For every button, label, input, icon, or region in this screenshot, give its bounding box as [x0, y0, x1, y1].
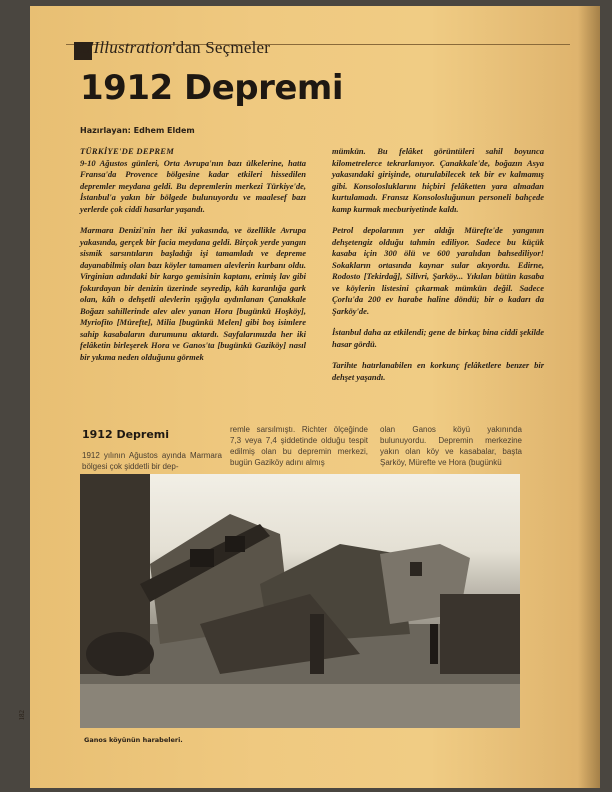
ruins-illustration: [80, 474, 520, 728]
intro-paragraph-1: [80, 146, 306, 215]
intro-paragraph-1-text: 9-10 Ağustos günleri, Orta Avrupa'nın bazı ülkelerine, hatta Fransa'da Provence bölgesine kadar etkileri hissedilen depremler meydana geldi. Bu depremlerin merkezi Türkiye'de, İstanbul'a yakın bir bölgede bulunuyordu ve maalesef bazı yerlerde çok ciddi hasarlar yaşandı.: [80, 157, 306, 214]
earthquake-ruins-photo: [80, 474, 520, 728]
article-column-2-text: remle sarsılmıştı. Richter ölçeğinde 7,3 veya 7,4 şiddetinde olduğu tespit edilmiş olan bu depremin merkezi, bugün Gaziköy adını almış: [230, 425, 368, 467]
intro-column-left: [80, 146, 306, 373]
article-column-3-text: olan Ganos köyü yakınında bulunuyordu. Depremin merkezine yakın olan köy ve kasabalar, başta Şarköy, Mürefte ve Hora (bugünkü: [380, 425, 522, 467]
article-column-3: [380, 424, 522, 468]
intro-column-right: [332, 146, 544, 393]
page-title: 1912 Depremi: [80, 68, 343, 108]
article-heading: 1912 Depremi: [82, 428, 170, 441]
article-column-2: [230, 424, 368, 468]
intro-paragraph-3: mümkün. Bu felâket görüntüleri sahil boyunca kilometrelerce tekrarlanıyor. Çanakkale'de, boğazın Asya yakasındaki girişinde, oturulabilecek tek bir ev kalmamış gibi. Konsolosluklarını hiçbiri felâketten yara almadan kurtulamadı. Fransız Konsolosluğunun personeli bahçede kamp kurmak mecburiyetinde kaldı.: [332, 146, 544, 214]
page-number: 182: [18, 710, 26, 721]
intro-paragraph-4: Petrol depolarının yer aldığı Mürefte'de yangının dehşetengiz olduğu tahmin ediliyor. Sadece bu küçük kasaba için 300 ölü ve 600 yaralıdan bahsediliyor! Sokakların ortasında kaynar sular akıyordu. Edirne, Rodosto [Tekirdağ], Silivri, Şarköy... Yıkılan bütün kasaba ve köylerin listesini çıkarmak mümkün değil. Sadece Çorlu'da 200 ev harabe haline döndü; bir o kadarı da Şarköy'de.: [332, 225, 544, 316]
intro-paragraph-6: Tarihte hatırlanabilen en korkunç felâketlere benzer bir dehşet yaşandı.: [332, 360, 544, 382]
intro-paragraph-2: Marmara Denizi'nin her iki yakasında, ve özellikle Avrupa yakasında, gerçek bir facia meydana geldi. Birçok yerde yangın sismik sarsıntıların başladığı işi tamamladı ve depreme dayanabilmiş olan bazı köyler tamamen alevlerin kurbanı oldu. Virginian adındaki bir kargo gemisinin kaptanı, erimiş lav gibi fokurdayan bir denizin üzerinde seyredip, kâh karanlığa gark olan, kâh o dehşetli alevlerin ışığıyla aydınlanan Çanakkale Boğazı sahillerinde alev alev yanan Hora [bugünkü Hoşköy], Myriofito [Mürefte], Milia [bugünkü Melen] gibi boş isimlere sahip kasabaların durumunu aktardı. Sayfalarımızda her iki felâketin birleşerek Hora ve Ganos'ta [bugünkü Gaziköy] nasıl bir yıkıma neden olduğunu görmek: [80, 225, 306, 362]
author-line: Hazırlayan: Edhem Eldem: [80, 126, 195, 135]
series-title: [80, 38, 270, 58]
article-column-1-text: 1912 yılının Ağustos ayında Marmara bölgesi çok şiddetli bir dep-: [82, 451, 222, 471]
series-title-rest: 'dan Seçmeler: [172, 38, 271, 57]
intro-paragraph-5: İstanbul daha az etkilendi; gene de birkaç bina ciddi şekilde hasar gördü.: [332, 327, 544, 349]
series-title-italic: L'Illustration: [80, 38, 173, 57]
photo-caption: Ganos köyünün harabeleri.: [84, 736, 183, 744]
article-column-1: [82, 450, 222, 472]
intro-subheading: TÜRKİYE'DE DEPREM: [80, 146, 175, 156]
page-gutter-shadow: [578, 6, 600, 788]
